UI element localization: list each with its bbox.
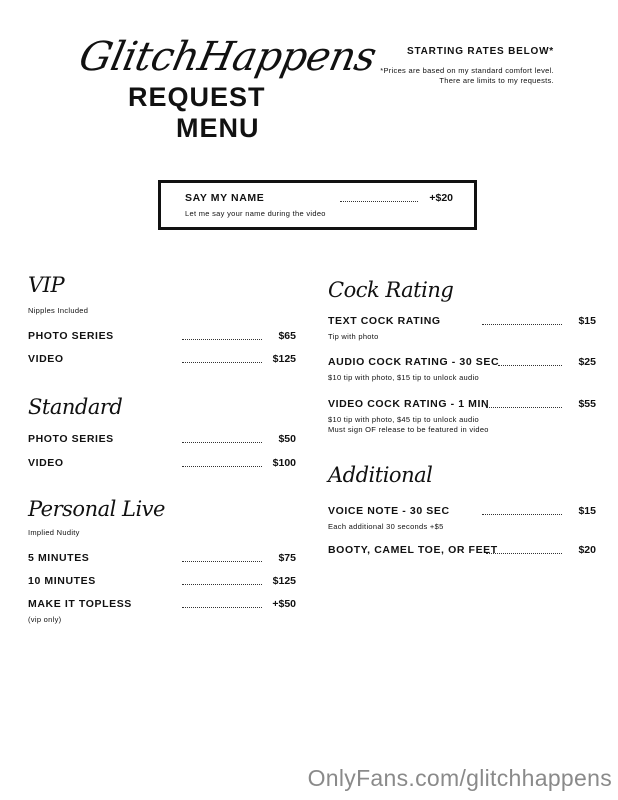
menu-item-price: $125 <box>272 353 296 365</box>
menu-item-name: VIDEO COCK RATING - 1 MIN <box>328 398 490 410</box>
menu-item-note: Tip with photo <box>328 332 379 341</box>
menu-item-price: $20 <box>578 544 596 556</box>
menu-item-name: PHOTO SERIES <box>28 330 114 342</box>
rates-note-1: *Prices are based on my standard comfort level. <box>380 66 554 75</box>
menu-item-price: $75 <box>278 552 296 564</box>
section-title-cock-rating: Cock Rating <box>328 278 454 302</box>
menu-item-price: $25 <box>578 356 596 368</box>
dot-leader <box>340 201 418 202</box>
vip-note: Nipples Included <box>28 306 89 315</box>
menu-item-note: Each additional 30 seconds +$5 <box>328 522 444 531</box>
menu-item-price: $100 <box>272 457 296 469</box>
menu-item-name: 5 MINUTES <box>28 552 90 564</box>
menu-item-name: PHOTO SERIES <box>28 433 114 445</box>
menu-item-price: $15 <box>578 505 596 517</box>
watermark-text: OnlyFans.com/glitchhappens <box>307 765 612 791</box>
menu-item-note: (vip only) <box>28 615 62 624</box>
menu-item-note: $10 tip with photo, $45 tip to unlock audio <box>328 415 479 424</box>
menu-item-price: $125 <box>272 575 296 587</box>
rates-note-2: There are limits to my requests. <box>439 76 554 85</box>
menu-item-name: BOOTY, CAMEL TOE, OR FEET <box>328 544 498 556</box>
featured-desc: Let me say your name during the video <box>185 209 326 218</box>
menu-item-name: AUDIO COCK RATING - 30 SEC <box>328 356 500 368</box>
brand-logo-text: GlitchHappens <box>75 34 381 80</box>
menu-item-name: TEXT COCK RATING <box>328 315 441 327</box>
featured-box <box>158 180 477 230</box>
menu-item-price: +$50 <box>272 598 296 610</box>
menu-item-note: $10 tip with photo, $15 tip to unlock audio <box>328 373 479 382</box>
title-request: REQUEST <box>128 82 266 112</box>
rates-notice <box>380 46 554 86</box>
menu-item-price: $65 <box>278 330 296 342</box>
menu-item-name: VOICE NOTE - 30 SEC <box>328 505 450 517</box>
section-title-additional: Additional <box>328 463 433 487</box>
menu-item-price: $50 <box>278 433 296 445</box>
menu-item-name: MAKE IT TOPLESS <box>28 598 132 610</box>
menu-item-price: $55 <box>578 398 596 410</box>
menu-item-price: $15 <box>578 315 596 327</box>
featured-price: +$20 <box>429 192 453 204</box>
section-title-vip: VIP <box>28 273 65 297</box>
rates-heading: STARTING RATES BELOW* <box>407 46 554 57</box>
personal-live-note: Implied Nudity <box>28 528 80 537</box>
menu-item-note-2: Must sign OF release to be featured in video <box>328 425 489 434</box>
menu-item-name: VIDEO <box>28 353 64 365</box>
menu-item-name: VIDEO <box>28 457 64 469</box>
menu-item-name: 10 MINUTES <box>28 575 96 587</box>
section-title-personal-live: Personal Live <box>28 497 165 521</box>
section-title-standard: Standard <box>28 395 123 419</box>
title-menu: MENU <box>176 113 260 143</box>
featured-name: SAY MY NAME <box>185 192 265 204</box>
